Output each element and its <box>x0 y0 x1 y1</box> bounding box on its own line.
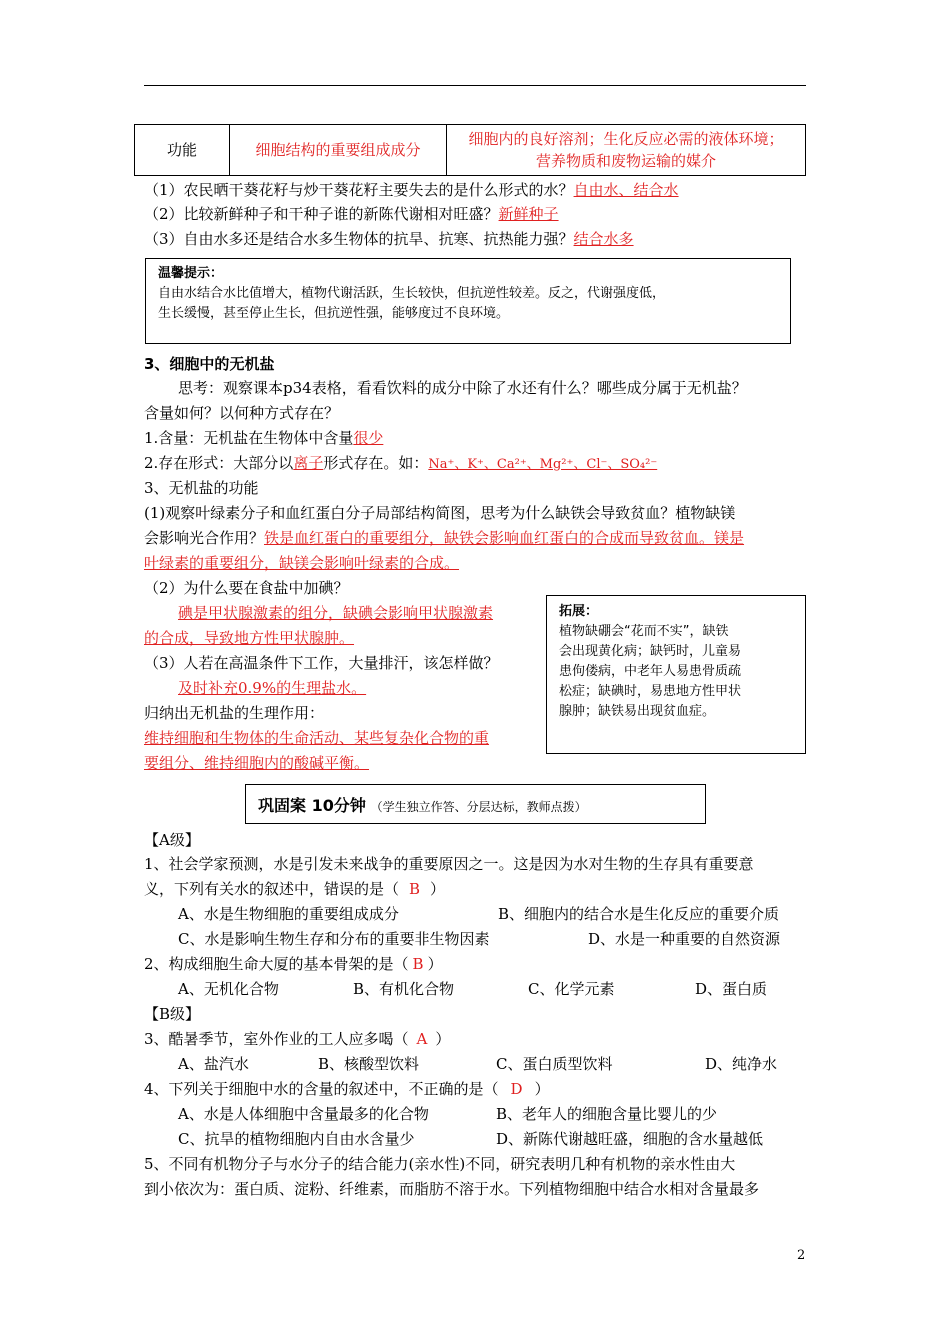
option: C、水是影响生物生存和分布的重要非生物因素 <box>178 930 490 948</box>
consolidate-title: 巩固案 10分钟 <box>258 796 366 815</box>
option: B、老年人的细胞含量比婴儿的少 <box>496 1105 718 1123</box>
expand-box <box>546 595 806 754</box>
option: A、无机化合物 <box>178 980 279 998</box>
water-question-1: （1）农民晒干葵花籽与炒干葵花籽主要失去的是什么形式的水？自由水、结合水 <box>144 181 679 199</box>
level-a: 【A级】 <box>144 831 200 849</box>
think-line: 思考：观察课本p34表格，看看饮料的成分中除了水还有什么？哪些成分属于无机盐？ <box>178 379 747 397</box>
water-question-3: （3）自由水多还是结合水多生物体的抗旱、抗寒、抗热能力强？结合水多 <box>144 230 634 248</box>
level-b: 【B级】 <box>144 1005 201 1023</box>
tip-box <box>145 258 791 344</box>
content-line: 1.含量：无机盐在生物体中含量很少 <box>144 429 384 447</box>
option: D、水是一种重要的自然资源 <box>588 930 781 948</box>
option: B、有机化合物 <box>353 980 455 998</box>
function-table <box>134 124 806 176</box>
water-question-2: （2）比较新鲜种子和干种子谁的新陈代谢相对旺盛？新鲜种子 <box>144 205 559 223</box>
option: A、盐汽水 <box>178 1055 249 1073</box>
q2-line: 2、构成细胞生命大厦的基本骨架的是（ B ） <box>144 955 443 973</box>
salt-heading: 3、细胞中的无机盐 <box>144 355 275 373</box>
expand-title: 拓展： <box>559 604 599 619</box>
option: D、纯净水 <box>705 1055 778 1073</box>
table-col1: 细胞结构的重要组成成分 <box>230 125 447 176</box>
expand-line: 会出现黄化病；缺钙时，儿童易 <box>559 644 742 659</box>
answer: 要组分、维持细胞内的酸碱平衡。 <box>144 754 370 772</box>
answer: D <box>510 1080 523 1098</box>
consolidate-box <box>245 784 706 824</box>
answer: 离子 <box>293 454 324 472</box>
salt-q1-line: 会影响光合作用？铁是血红蛋白的重要组分，缺铁会影响血红蛋白的合成而导致贫血。镁是 <box>144 529 745 547</box>
answer: A <box>416 1030 428 1048</box>
answer: 碘是甲状腺激素的组分，缺碘会影响甲状腺激素 <box>178 604 494 622</box>
table-label: 功能 <box>135 125 230 176</box>
page-number: 2 <box>797 1248 806 1263</box>
expand-line: 植物缺硼会“花而不实”，缺铁 <box>559 624 729 639</box>
option: D、蛋白质 <box>695 980 768 998</box>
option: C、化学元素 <box>528 980 615 998</box>
answer: 及时补充0.9%的生理盐水。 <box>178 679 367 697</box>
q5-line: 5、不同有机物分子与水分子的结合能力(亲水性)不同，研究表明几种有机物的亲水性由大 <box>144 1155 736 1173</box>
answer: 很少 <box>353 429 384 447</box>
answer: 铁是血红蛋白的重要组分，缺铁会影响血红蛋白的合成而导致贫血。镁是 <box>264 529 745 547</box>
option: C、抗旱的植物细胞内自由水含量少 <box>178 1130 415 1148</box>
q3-line: 3、酷暑季节，室外作业的工人应多喝（ A ） <box>144 1030 451 1048</box>
q1-line: 义，下列有关水的叙述中，错误的是（ B ） <box>144 880 446 898</box>
expand-line: 患佝偻病，中老年人易患骨质疏 <box>559 664 742 679</box>
answer: 维持细胞和生物体的生命活动、某些复杂化合物的重 <box>144 729 490 747</box>
expand-line: 松症；缺碘时，易患地方性甲状 <box>559 684 742 699</box>
option: B、细胞内的结合水是生化反应的重要介质 <box>498 905 780 923</box>
expand-line: 腺肿；缺铁易出现贫血症。 <box>559 704 716 719</box>
form-line: 2.存在形式：大部分以离子形式存在。如：Na⁺、K⁺、Ca²⁺、Mg²⁺、Cl⁻、SO₄²⁻ <box>144 454 658 472</box>
answer: B <box>409 880 421 898</box>
answer: B <box>412 955 424 973</box>
summary: 归纳出无机盐的生理作用： <box>144 704 325 722</box>
option: A、水是生物细胞的重要组成成分 <box>178 905 399 923</box>
table-col2: 细胞内的良好溶剂；生化反应必需的液体环境； 营养物质和废物运输的媒介 <box>447 125 806 176</box>
option: D、新陈代谢越旺盛，细胞的含水量越低 <box>496 1130 764 1148</box>
answer: 的合成，导致地方性甲状腺肿。 <box>144 629 355 647</box>
tip-line: 生长缓慢，甚至停止生长，但抗逆性强，能够度过不良环境。 <box>158 306 510 321</box>
option: A、水是人体细胞中含量最多的化合物 <box>178 1105 429 1123</box>
function-heading: 3、无机盐的功能 <box>144 479 259 497</box>
answer: 结合水多 <box>573 230 634 248</box>
consolidate-subtitle: （学生独立作答、分层达标，教师点拨） <box>370 800 587 814</box>
q5-line: 到小依次为：蛋白质、淀粉、纤维素，而脂肪不溶于水。下列植物细胞中结合水相对含量最多 <box>144 1180 760 1198</box>
q4-line: 4、下列关于细胞中水的含量的叙述中，不正确的是（ D ） <box>144 1080 550 1098</box>
answer: 新鲜种子 <box>498 205 559 223</box>
answer: 叶绿素的重要组分，缺镁会影响叶绿素的合成。 <box>144 554 460 572</box>
q1-line: 1、社会学家预测，水是引发未来战争的重要原因之一。这是因为水对生物的生存具有重要意 <box>144 855 754 873</box>
salt-q3: （3）人若在高温条件下工作，大量排汗，该怎样做？ <box>144 654 499 672</box>
tip-line: 自由水结合水比值增大，植物代谢活跃，生长较快，但抗逆性较差。反之，代谢强度低， <box>158 286 666 301</box>
think-line: 含量如何？以何种方式存在？ <box>144 404 340 422</box>
option: B、核酸型饮料 <box>318 1055 420 1073</box>
salt-q2: （2）为什么要在食盐中加碘？ <box>144 579 349 597</box>
salt-q1-line: (1)观察叶绿素分子和血红蛋白分子局部结构简图，思考为什么缺铁会导致贫血？植物缺镁 <box>144 504 736 522</box>
option: C、蛋白质型饮料 <box>496 1055 613 1073</box>
header-rule <box>144 85 806 86</box>
ions: Na⁺、K⁺、Ca²⁺、Mg²⁺、Cl⁻、SO₄²⁻ <box>428 457 658 472</box>
tip-title: 温馨提示： <box>158 266 224 281</box>
answer: 自由水、结合水 <box>573 181 679 199</box>
